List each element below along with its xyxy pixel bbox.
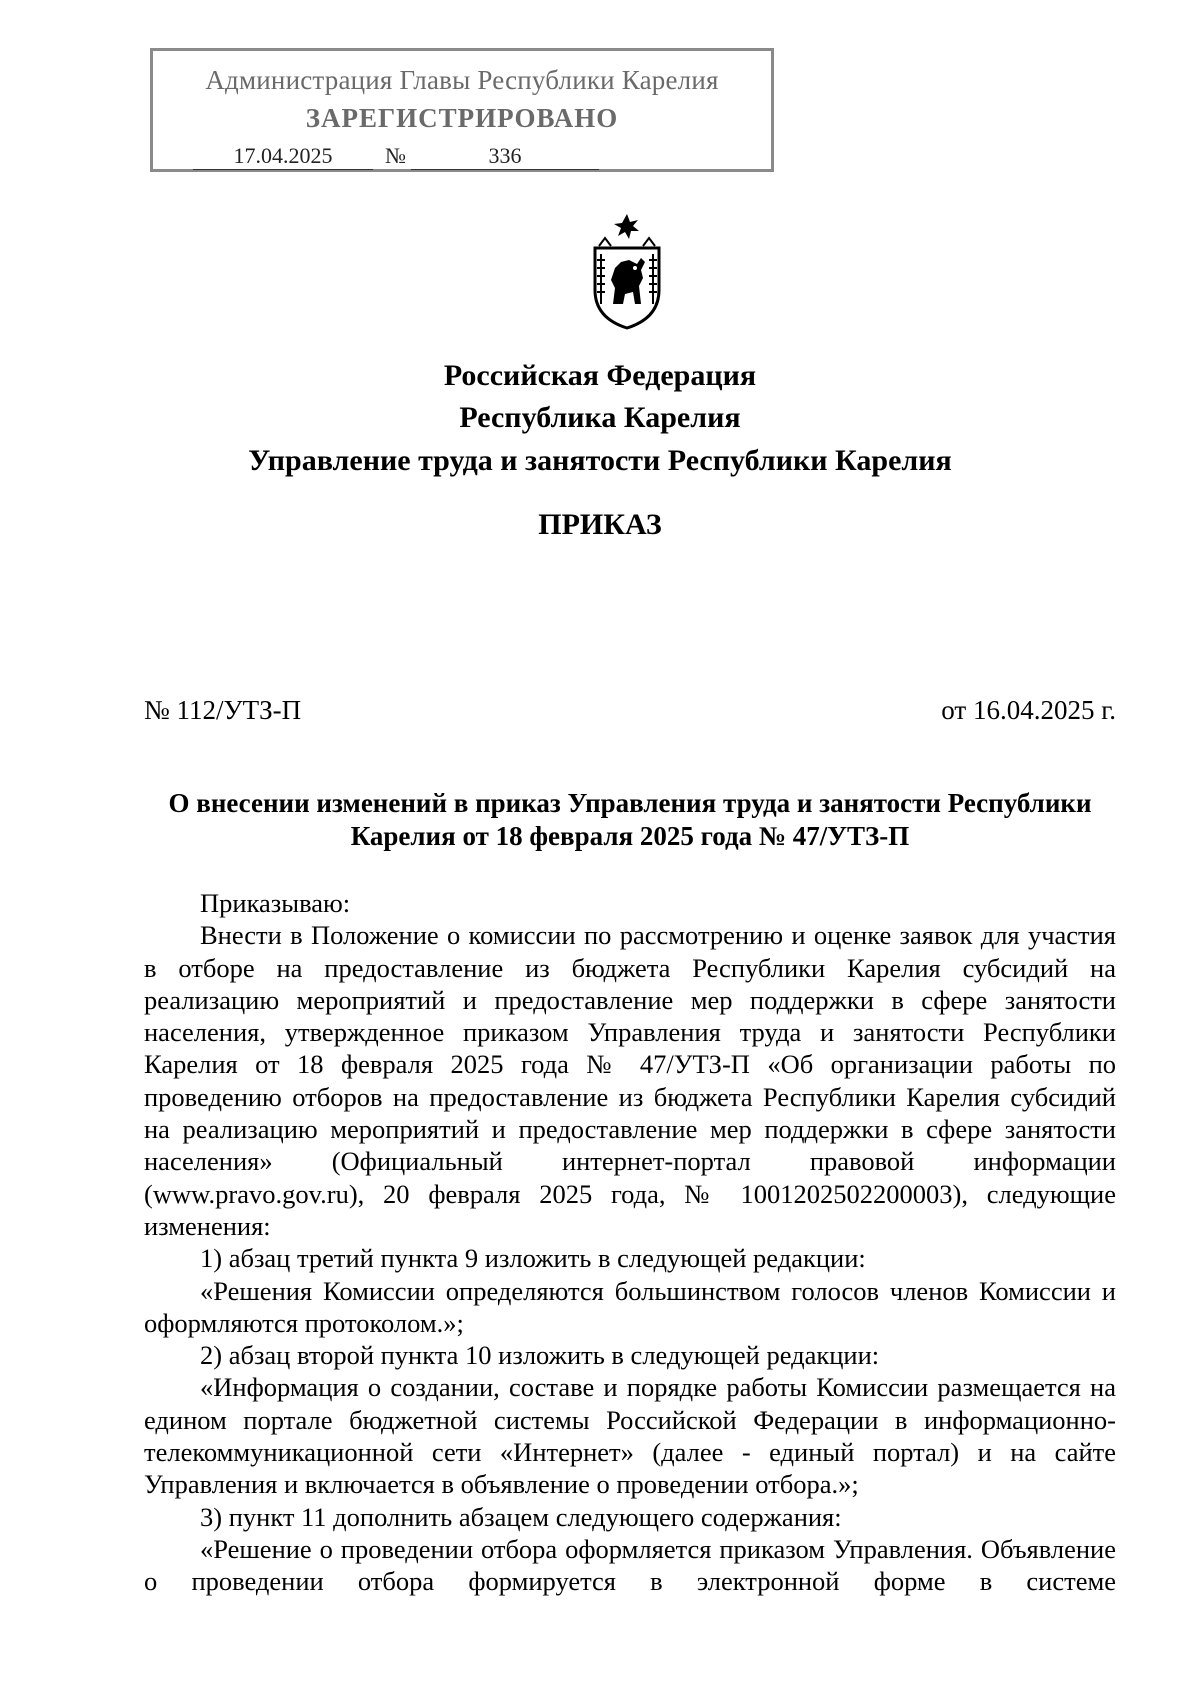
document-type-title: ПРИКАЗ [538, 508, 662, 541]
stamp-number-sign: № [385, 143, 406, 168]
order-subject: О внесении изменений в приказ Управления труда и занятости Республики Карелия от 18 февраля 2025 года № 47/УТЗ-П [168, 788, 1092, 851]
stamp-organization: Администрация Главы Республики Карелия [205, 65, 719, 95]
body-paragraph: «Решения Комиссии определяются большинством голосов членов Комиссии и оформляются протоколом.»; [144, 1275, 1116, 1338]
stamp-date: 17.04.2025 [193, 143, 373, 170]
karelia-coat-of-arms-icon [585, 212, 669, 330]
body-paragraph: «Информация о создании, составе и порядке работы Комиссии размещается на едином портале бюджетной системы Российской Федерации в информационно-телекоммуникационной сети «Интернет» (далее - единый портал) и на сайте Управления и включается в объявление о проведении отбора.»; [144, 1372, 1116, 1500]
body-paragraph: 2) абзац второй пункта 10 изложить в следующей редакции: [200, 1340, 880, 1371]
body-paragraph: Внести в Положение о комиссии по рассмотрению и оценке заявок для участия в отборе на предоставление из бюджета Республики Карелия субсидий на реализацию мероприятий и предоставление мер поддержки в сфере занятости населения, утвержденное приказом Управления труда и занятости Республики Карелия от 18 февраля 2025 года № 47/УТЗ-П «Об организации работы по проведению отборов на предоставление из бюджета Республики Карелия субсидий на реализацию мероприятий и предоставление мер поддержки в сфере занятости населения» (Официальный интернет-портал правовой информации (www.pravo.gov.ru), 20 февраля 2025 года, № 1001202502200003), следующие изменения: [144, 920, 1116, 1241]
body-paragraph: 1) абзац третий пункта 9 изложить в следующей редакции: [200, 1243, 866, 1274]
header-agency: Управление труда и занятости Республики Карелия [248, 444, 952, 477]
stamp-status: ЗАРЕГИСТРИРОВАНО [305, 103, 619, 133]
body-paragraph: Приказываю: [200, 888, 351, 918]
header-republic: Республика Карелия [459, 401, 741, 434]
body-paragraph: 3) пункт 11 дополнить абзацем следующего содержания: [200, 1501, 842, 1532]
document-body [144, 887, 1116, 1598]
header-country: Российская Федерация [443, 359, 757, 392]
registration-stamp [150, 48, 774, 172]
order-date: от 16.04.2025 г. [941, 695, 1116, 725]
order-number: № 112/УТЗ-П [144, 695, 302, 725]
stamp-number: 336 [411, 143, 599, 170]
body-paragraph: «Решение о проведении отбора оформляется приказом Управления. Объявление о проведении отбора формируется в электронной форме в системе [144, 1533, 1116, 1597]
